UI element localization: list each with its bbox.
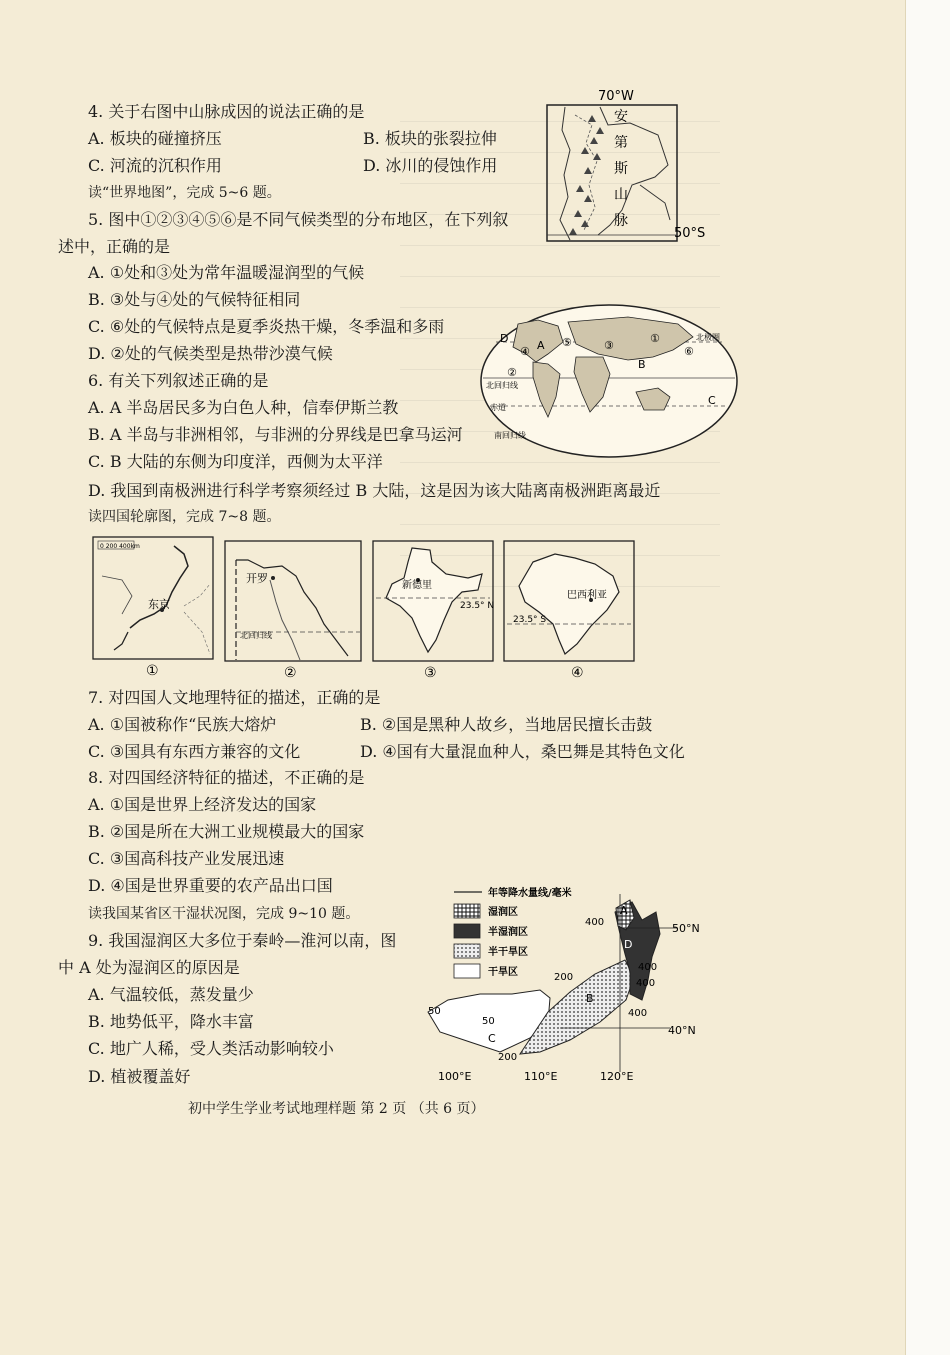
country-map-japan <box>92 536 216 678</box>
q9-option-c: C. 地广人稀，受人类活动影响较小 <box>88 1039 334 1058</box>
q8-option-c: C. ③国高科技产业发展迅速 <box>88 849 285 868</box>
egypt-city-cairo: 开罗 <box>246 572 268 585</box>
world-label-a: A <box>537 339 545 352</box>
intro-9-10: 读我国某省区干湿状况图，完成 9~10 题。 <box>88 906 360 922</box>
q5-option-c: C. ⑥处的气候特点是夏季炎热干燥，冬季温和多雨 <box>88 317 445 336</box>
brazil-number: ④ <box>571 665 584 681</box>
country-map-brazil <box>503 540 637 682</box>
andes-lon-label: 70°W <box>598 89 634 104</box>
legend-humid: 湿润区 <box>488 907 518 918</box>
world-label-n4: ④ <box>520 345 530 358</box>
dry-lon-110e: 110°E <box>524 1070 558 1083</box>
world-label-c: C <box>708 394 716 407</box>
andes-lat-label: 50°S <box>674 226 706 241</box>
q7-option-c: C. ③国具有东西方兼容的文化 <box>88 742 301 761</box>
dry-iso-400-d: 400 <box>628 1008 648 1019</box>
world-label-b: B <box>638 358 646 371</box>
q5-stem-line2: 述中，正确的是 <box>58 237 171 256</box>
dry-lat-40n: 40°N <box>668 1024 696 1037</box>
country-map-india <box>372 540 496 682</box>
q5-option-b: B. ③处与④处的气候特征相同 <box>88 290 301 309</box>
dry-iso-50-b: 50 <box>482 1016 495 1027</box>
q9-stem-line2: 中 A 处为湿润区的原因是 <box>58 958 240 977</box>
dry-iso-50-a: 50 <box>428 1006 441 1017</box>
q4-stem: 4. 关于右图中山脉成因的说法正确的是 <box>88 102 365 121</box>
q6-stem: 6. 有关下列叙述正确的是 <box>88 371 269 390</box>
egypt-tropic-line: 北回归线 <box>240 631 272 640</box>
andes-map <box>540 85 720 245</box>
japan-city-tokyo: 东京 <box>148 598 170 611</box>
dry-iso-400-b: 400 <box>638 962 658 973</box>
dry-iso-200-b: 200 <box>498 1052 518 1063</box>
world-label-n6: ⑥ <box>684 345 694 358</box>
legend-isohyet: 年等降水量线/毫米 <box>488 888 572 899</box>
world-label-d: D <box>500 332 509 345</box>
q8-option-a: A. ①国是世界上经济发达的国家 <box>88 795 317 814</box>
india-city-newdelhi: 新德里 <box>402 580 432 591</box>
world-line-equator: 赤道 <box>490 403 506 412</box>
andes-char-4: 山 <box>614 187 628 203</box>
india-number: ③ <box>424 665 437 681</box>
world-line-tropic-n: 北回归线 <box>486 381 518 390</box>
egypt-number: ② <box>284 665 297 681</box>
andes-char-3: 斯 <box>614 161 628 177</box>
dry-lon-120e: 120°E <box>600 1070 634 1083</box>
intro-7-8: 读四国轮廓图，完成 7~8 题。 <box>88 509 281 525</box>
dry-iso-400-a: 400 <box>585 917 605 928</box>
q8-option-d: D. ④国是世界重要的农产品出口国 <box>88 876 333 895</box>
dry-letter-b: B <box>586 992 594 1005</box>
dry-letter-a: A <box>620 904 628 917</box>
q5-option-a: A. ①处和③处为常年温暖湿润型的气候 <box>88 263 365 282</box>
japan-scale: 0 200 400km <box>100 543 140 550</box>
brazil-city-brasilia: 巴西利亚 <box>567 590 607 601</box>
india-lat-label: 23.5° N <box>460 601 495 611</box>
world-label-n2: ② <box>507 366 517 379</box>
andes-char-2: 第 <box>614 135 628 151</box>
q7-option-b: B. ②国是黑种人故乡，当地居民擅长击鼓 <box>360 715 653 734</box>
q4-option-a: A. 板块的碰撞挤压 <box>88 129 222 148</box>
brazil-lat-label: 23.5° S <box>513 615 547 625</box>
dry-letter-d: D <box>624 938 633 951</box>
dry-letter-c: C <box>488 1032 496 1045</box>
intro-5-6: 读“世界地图”，完成 5~6 题。 <box>88 185 281 201</box>
q8-stem: 8. 对四国经济特征的描述，不正确的是 <box>88 768 365 787</box>
dry-iso-200-a: 200 <box>554 972 574 983</box>
legend-semihumid: 半湿润区 <box>488 927 528 938</box>
world-map <box>478 302 740 460</box>
q8-option-b: B. ②国是所在大洲工业规模最大的国家 <box>88 822 365 841</box>
q9-option-d: D. 植被覆盖好 <box>88 1067 191 1086</box>
q6-option-d: D. 我国到南极洲进行科学考察须经过 B 大陆，这是因为该大陆离南极洲距离最近 <box>88 481 661 500</box>
q9-option-a: A. 气温较低，蒸发量少 <box>88 985 254 1004</box>
q5-option-d: D. ②处的气候类型是热带沙漠气候 <box>88 344 333 363</box>
q6-option-a: A. A 半岛居民多为白色人种，信奉伊斯兰教 <box>88 398 399 417</box>
world-label-n3: ③ <box>604 339 614 352</box>
page-footer: 初中学生学业考试地理样题 第 2 页 （共 6 页） <box>188 1101 485 1117</box>
world-label-n1: ① <box>650 332 660 345</box>
japan-number: ① <box>146 663 159 678</box>
world-line-arctic: 北极圈 <box>696 333 720 342</box>
q6-option-b: B. A 半岛与非洲相邻，与非洲的分界线是巴拿马运河 <box>88 425 463 444</box>
legend-semiarid: 半干旱区 <box>488 947 528 958</box>
q9-stem-line1: 9. 我国湿润区大多位于秦岭—淮河以南，图 <box>88 931 397 950</box>
dry-iso-400-c: 400 <box>636 978 656 989</box>
dry-lat-50n: 50°N <box>672 922 700 935</box>
world-line-tropic-s: 南回归线 <box>494 431 526 440</box>
country-map-egypt <box>224 540 364 682</box>
page-edge <box>905 0 950 1355</box>
legend-arid: 干旱区 <box>488 967 518 978</box>
andes-char-1: 安 <box>614 109 628 125</box>
q5-stem-line1: 5. 图中①②③④⑤⑥是不同气候类型的分布地区，在下列叙 <box>88 210 509 229</box>
q7-option-d: D. ④国有大量混血种人，桑巴舞是其特色文化 <box>360 742 685 761</box>
q7-stem: 7. 对四国人文地理特征的描述，正确的是 <box>88 688 381 707</box>
q7-option-a: A. ①国被称作“民族大熔炉 <box>88 715 277 734</box>
andes-char-5: 脉 <box>614 213 628 229</box>
q4-option-b: B. 板块的张裂拉伸 <box>363 129 497 148</box>
dry-lon-100e: 100°E <box>438 1070 472 1083</box>
world-label-n5: ⑤ <box>562 336 572 349</box>
q4-option-c: C. 河流的沉积作用 <box>88 156 222 175</box>
q4-option-d: D. 冰川的侵蚀作用 <box>363 156 498 175</box>
q9-option-b: B. 地势低平，降水丰富 <box>88 1012 254 1031</box>
q6-option-c: C. B 大陆的东侧为印度洋，西侧为太平洋 <box>88 452 383 471</box>
dryness-map <box>420 882 720 1087</box>
